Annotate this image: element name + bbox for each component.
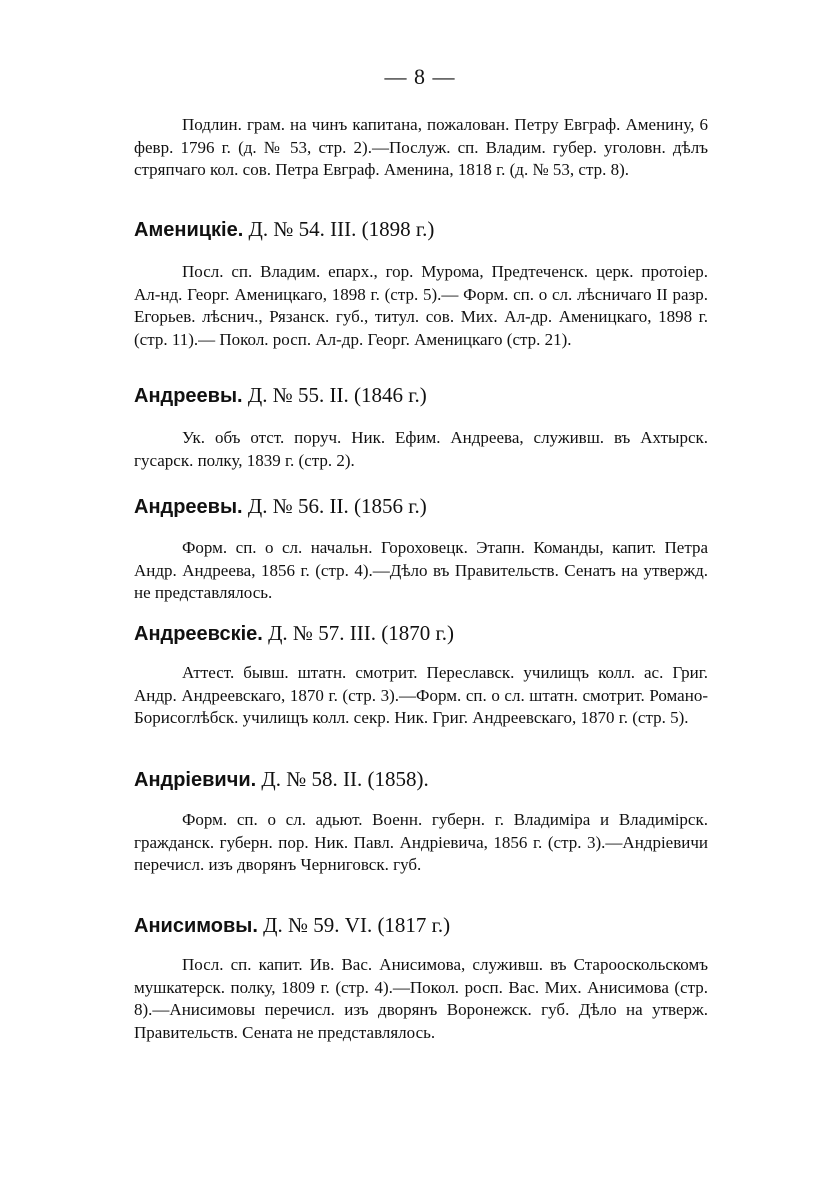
intro-paragraph: Подлин. грам. на чинъ капитана, пожалован. Петру Евграф. Аменину, 6 февр. 1796 г. (д. № 53, стр. 2).—Послуж. сп. Владим. губер. уголовн. дѣлъ стряпчаго кол. сов. Петра Евграф. Аменина, 1818 г. (д. № 53, стр. 8).: [134, 115, 708, 179]
entry-surname: Андреевскіе.: [134, 623, 263, 645]
entry-text: Посл. сп. Владим. епарх., гор. Мурома, Предтеченск. церк. протоіер. Ал-нд. Георг. Аменицкаго, 1898 г. (стр. 5).— Форм. сп. о сл. лѣсничаго II разр. Егорьев. лѣснич., Рязанск. губ., титул. сов. Мих. Ал-др. Аменицкаго, 1898 г. (стр. 11).— Покол. росп. Ал-др. Георг. Аменицкаго (стр. 21).: [134, 262, 708, 349]
entry-text: Посл. сп. капит. Ив. Вас. Анисимова, служивш. въ Старооскольскомъ мушкатерск. полку, 1809 г. (стр. 4).—Покол. росп. Вас. Мих. Анисимова (стр. 8).—Анисимовы перечисл. изъ дворянъ Воронежск. губ. Дѣло на утверж. Правительств. Сената не представлялось.: [134, 955, 708, 1042]
entry-heading: [134, 382, 734, 409]
entry-heading: [134, 216, 734, 243]
entry-details: Д. № 54. III. (1898 г.): [248, 217, 435, 241]
entry-body: [134, 662, 708, 730]
entry-body: [134, 261, 708, 351]
entry-surname: Андріевичи.: [134, 769, 257, 791]
entry-text: Форм. сп. о сл. адьют. Военн. губерн. г. Владиміра и Владимірск. гражданск. губерн. пор. Ник. Павл. Андріевича, 1856 г. (стр. 3).—Андріевичи перечисл. изъ дворянъ Черниговск. губ.: [134, 810, 708, 874]
entry-surname: Аменицкіе.: [134, 219, 244, 241]
entry-text: Ук. объ отст. поруч. Ник. Ефим. Андреева, служивш. въ Ахтырск. гусарск. полку, 1839 г. (стр. 2).: [134, 428, 708, 470]
entry-heading: [134, 493, 734, 520]
entry-details: Д. № 58. II. (1858).: [261, 767, 429, 791]
entry-details: Д. № 59. VI. (1817 г.): [263, 913, 451, 937]
intro-block: [134, 114, 708, 182]
entry-body: [134, 537, 708, 605]
entry-heading: [134, 912, 734, 939]
entry-heading: [134, 766, 734, 793]
entry-surname: Анисимовы.: [134, 915, 258, 937]
entry-body: [134, 427, 708, 472]
entry-details: Д. № 55. II. (1846 г.): [247, 383, 427, 407]
entry-text: Форм. сп. о сл. начальн. Гороховецк. Этапн. Команды, капит. Петра Андр. Андреева, 1856 г. (стр. 4).—Дѣло въ Правительств. Сенатъ на утвержд. не представлялось.: [134, 538, 708, 602]
entry-surname: Андреевы.: [134, 385, 243, 407]
entry-details: Д. № 56. II. (1856 г.): [247, 494, 427, 518]
entry-body: [134, 809, 708, 877]
entry-surname: Андреевы.: [134, 496, 243, 518]
entry-body: [134, 954, 708, 1044]
page-number: — 8 —: [384, 64, 456, 89]
entry-text: Аттест. бывш. штатн. смотрит. Переславск. училищъ колл. ас. Григ. Андр. Андреевскаго, 1870 г. (стр. 3).—Форм. сп. о сл. штатн. смотрит. Романо-Борисоглѣбск. училищъ колл. секр. Ник. Григ. Андреевскаго, 1870 г. (стр. 5).: [134, 663, 708, 727]
entry-heading: [134, 620, 734, 647]
entry-details: Д. № 57. III. (1870 г.): [268, 621, 454, 645]
